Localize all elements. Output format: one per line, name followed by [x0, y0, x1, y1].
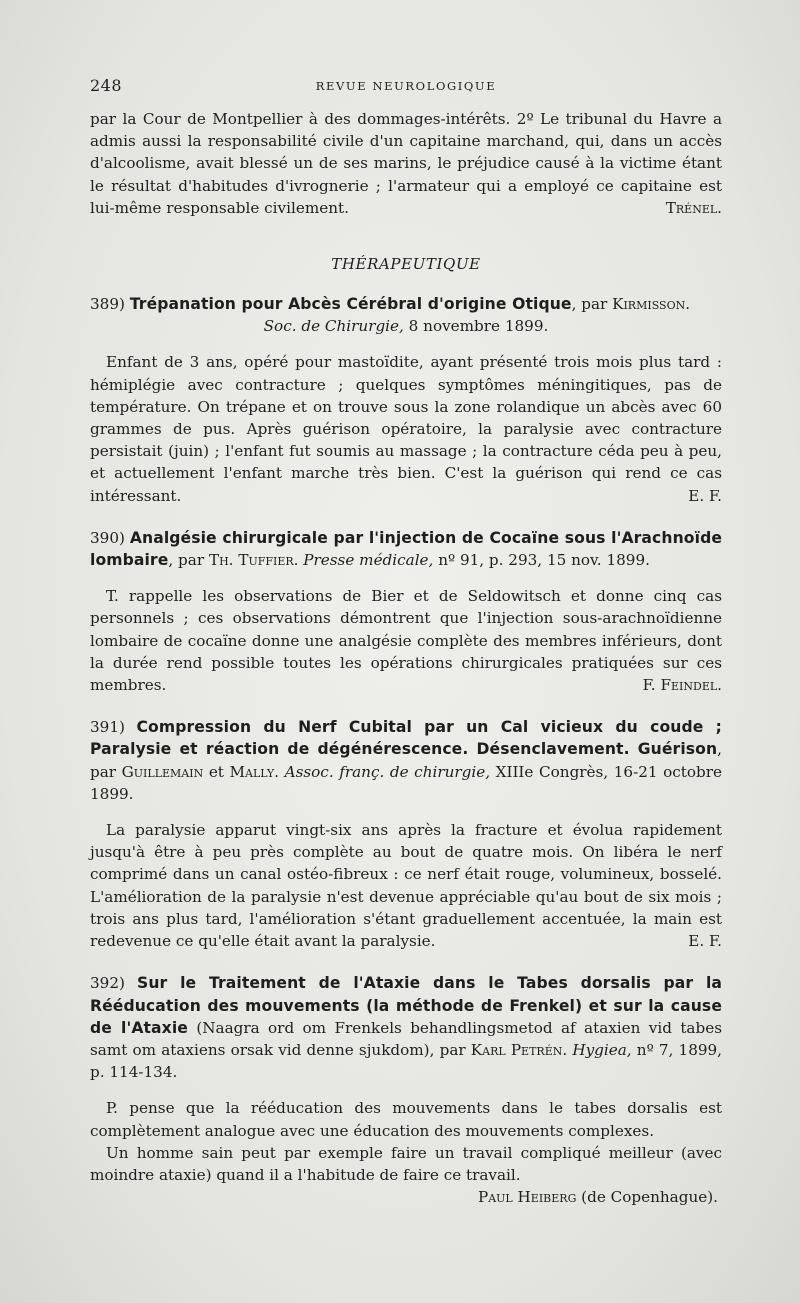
prev-entry-text: par la Cour de Montpellier à des dommages-intérêts. 2º Le tribunal du Havre a admis aussi la responsabilité civile d'un capitaine marchand, qui, dans un accès d'alcoolisme, avait blessé un de ses marins, le préjudice causé à la victime étant le résultat d'habitudes d'ivrognerie ; l'armateur qui a employé ce capitaine est lui-même responsable civilement. Trénel.: [90, 108, 722, 219]
entry-number: 389): [90, 295, 125, 314]
running-title: REVUE NEUROLOGIQUE: [315, 79, 497, 93]
entry-391: [90, 716, 722, 952]
entry-author: Kirmisson.: [612, 295, 691, 314]
entry-signature: E. F.: [688, 486, 722, 505]
entry-subtitle: (Naagra ord om Frenkels behandlingsmetod af ataxien vid tabes samt om ataxiens orsak vid denne sjukdom), par: [90, 1018, 722, 1059]
entry-source: Presse médicale,: [303, 551, 434, 570]
entry-number: 392): [90, 974, 125, 993]
entry-author: Guillemain: [121, 762, 204, 781]
entry-title: Sur le Traitement de l'Ataxie dans le Tabes dorsalis par la Rééducation des mouvements (la méthode de Frenkel) et sur la cause de l'Ataxie: [90, 974, 723, 1037]
entry-date: 8 novembre 1899.: [403, 317, 549, 336]
section-title: THÉRAPEUTIQUE: [331, 255, 481, 274]
entry-source-line: [90, 315, 722, 337]
entry-signature-block: [90, 1186, 718, 1208]
entry-signature: Paul Heiberg: [477, 1188, 577, 1207]
entry-number: 391): [90, 718, 125, 737]
entry-date: nº 91, p. 293, 15 nov. 1899.: [433, 551, 650, 570]
entry-title: Trépanation pour Abcès Cérébral d'origine Otique: [129, 295, 572, 314]
entry-392: [90, 972, 722, 1208]
entry-heading: 391) Compression du Nerf Cubital par un Cal vicieux du coude ; Paralysie et réaction de dégénérescence. Désenclavement. Guérison, par Guillemain et Mally. Assoc. franç. de chirurgie, XIIIe Congrès, 16-21 octobre 1899.: [90, 718, 723, 803]
entry-signature-place: (de Copenhague).: [576, 1188, 718, 1207]
entry-body: Enfant de 3 ans, opéré pour mastoïdite, ayant présenté trois mois plus tard : hémiplégie avec contracture ; quelques symptômes méningitiques, pas de température. On trépane et on trouve sous la zone rolandique un abcès avec 60 grammes de pus. Après guérison opératoire, la paralysie avec contracture persistait (juin) ; l'enfant fut soumis au massage ; la contracture céda peu à peu, et actuellement l'enfant marche très bien. C'est la guérison qui rend ce cas intéressant. E. F.: [90, 351, 722, 506]
entry-heading: 390) Analgésie chirurgicale par l'injection de Cocaïne sous l'Arachnoïde lombaire, par Th. Tuffier. Presse médicale, nº 91, p. 293, 15 nov. 1899.: [90, 528, 723, 570]
entry-author: Th. Tuffier.: [208, 551, 299, 570]
entry-body: La paralysie apparut vingt-six ans après la fracture et évolua rapidement jusqu'à être à peu près complète au bout de quatre mois. On libéra le nerf comprimé dans un canal ostéo-fibreux : ce nerf était rouge, volumineux, bosselé. L'amélioration de la paralysie n'est devenue appréciable qu'au bout de six mois ; trois ans plus tard, l'amélioration s'étant graduellement accentuée, la main est redevenue ce qu'elle était avant la paralysie. E. F.: [90, 819, 722, 952]
entry-title: Compression du Nerf Cubital par un Cal vicieux du coude ; Paralysie et réaction de dégénérescence. Désenclavement. Guérison: [90, 718, 723, 759]
entry-389: [90, 293, 722, 507]
entry-source: Hygiea,: [572, 1040, 632, 1059]
entry-source: Assoc. franç. de chirurgie,: [284, 762, 491, 781]
prev-entry: [90, 108, 722, 219]
entry-body: P. pense que la rééducation des mouvements dans le tabes dorsalis est complètement analogue avec une éducation des mouvements complexes.: [90, 1099, 722, 1140]
entry-date: nº 7, 1899, p. 114-134.: [90, 1040, 723, 1082]
prev-entry-signature: Trénel.: [665, 198, 722, 217]
entry-signature: E. F.: [688, 932, 722, 951]
entry-signature: F. Feindel.: [642, 676, 722, 695]
page-number: 248: [90, 76, 123, 95]
entry-390: [90, 527, 722, 696]
entry-author-2: Mally.: [229, 762, 279, 781]
entry-source: Soc. de Chirurgie,: [263, 317, 404, 336]
entry-heading: 389) Trépanation pour Abcès Cérébral d'origine Otique, par Kirmisson. Soc. de Chirurgie, 8 novembre 1899.: [90, 293, 722, 337]
entry-number: 390): [90, 528, 125, 547]
entry-title: Analgésie chirurgicale par l'injection de Cocaïne sous l'Arachnoïde lombaire: [90, 528, 723, 570]
entry-heading: [90, 972, 722, 1083]
page-header: [90, 76, 722, 98]
entry-date: XIIIe Congrès, 16-21 octobre 1899.: [90, 762, 722, 803]
entry-body: T. rappelle les observations de Bier et de Seldowitsch et donne cinq cas personnels ; ces observations démontrent que l'injection sous-arachnoïdienne lombaire de cocaïne donne une analgésie complète des membres inférieurs, dont la durée rend possible toutes les opérations chirurgicales pratiquées sur ces membres. F. Feindel.: [90, 585, 722, 696]
entry-author: Karl Petrén.: [470, 1040, 568, 1059]
entry-body-2: Un homme sain peut par exemple faire un travail compliqué meilleur (avec moindre ataxie) quand il a l'habitude de faire ce travail.: [90, 1143, 722, 1184]
